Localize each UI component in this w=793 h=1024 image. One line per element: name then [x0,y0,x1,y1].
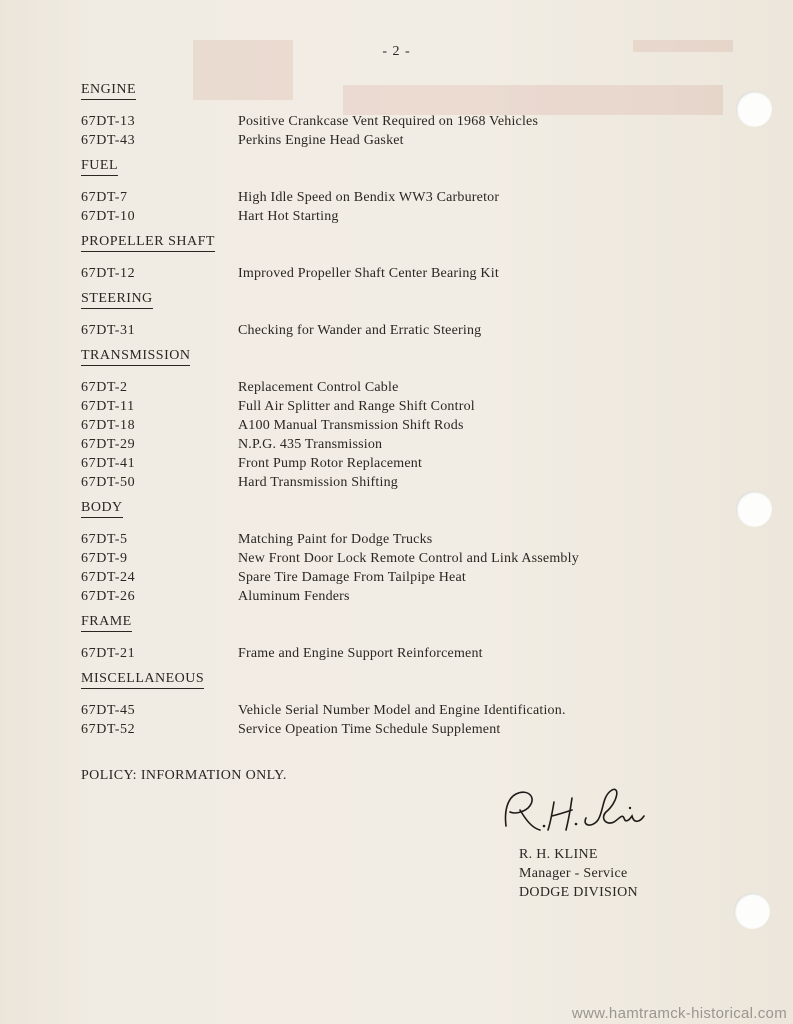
punch-hole-bottom [734,893,770,929]
bulletin-description: Vehicle Serial Number Model and Engine Identification. [238,703,566,718]
bulletin-row [81,131,721,150]
punch-hole-top [736,91,772,127]
punch-hole-middle [736,491,772,527]
section-heading: PROPELLER SHAFT [81,233,215,252]
bulletin-code: 67DT-9 [81,551,128,566]
signer-name: R. H. KLINE [519,847,598,862]
bulletin-code: 67DT-45 [81,703,136,718]
section-heading: FUEL [81,157,118,176]
bulletin-row [81,473,721,492]
section-transmission [81,346,721,492]
bulletin-code: 67DT-2 [81,380,128,395]
bulletin-row [81,587,721,606]
bulletin-row [81,720,721,739]
bulletin-code: 67DT-31 [81,323,136,338]
section-heading: FRAME [81,613,132,632]
section-heading: BODY [81,499,123,518]
signer-division: DODGE DIVISION [519,885,638,900]
bulletin-code: 67DT-10 [81,209,136,224]
section-engine [81,80,721,150]
bulletin-description: Spare Tire Damage From Tailpipe Heat [238,570,466,585]
bulletin-code: 67DT-29 [81,437,136,452]
bulletin-row [81,112,721,131]
section-propeller-shaft [81,232,721,283]
bulletin-row [81,644,721,663]
bulletin-description: Checking for Wander and Erratic Steering [238,323,482,338]
signer-title: Manager - Service [519,866,628,881]
bulletin-code: 67DT-18 [81,418,136,433]
signer-block [519,845,638,902]
policy-statement: POLICY: INFORMATION ONLY. [81,768,287,783]
site-watermark: www.hamtramck-historical.com [571,1005,787,1022]
bulletin-row [81,378,721,397]
bulletin-code: 67DT-24 [81,570,136,585]
section-miscellaneous [81,669,721,739]
section-heading: TRANSMISSION [81,347,190,366]
bulletin-description: Perkins Engine Head Gasket [238,133,404,148]
bulletin-code: 67DT-7 [81,190,128,205]
section-frame [81,612,721,663]
bulletin-index [81,80,721,745]
bulletin-description: Service Opeation Time Schedule Supplement [238,722,501,737]
bulletin-code: 67DT-26 [81,589,136,604]
bulletin-description: A100 Manual Transmission Shift Rods [238,418,464,433]
bulletin-code: 67DT-12 [81,266,136,281]
section-heading: ENGINE [81,81,136,100]
section-fuel [81,156,721,226]
section-body [81,498,721,606]
bulletin-description: Hart Hot Starting [238,209,339,224]
bulletin-code: 67DT-50 [81,475,136,490]
bulletin-description: Frame and Engine Support Reinforcement [238,646,483,661]
bulletin-description: Replacement Control Cable [238,380,399,395]
bulletin-code: 67DT-11 [81,399,135,414]
bulletin-code: 67DT-41 [81,456,136,471]
bulletin-code: 67DT-21 [81,646,136,661]
bulletin-row [81,416,721,435]
handwritten-signature [494,780,654,840]
bulletin-row [81,568,721,587]
bulletin-description: New Front Door Lock Remote Control and Link Assembly [238,551,579,566]
bulletin-code: 67DT-13 [81,114,136,129]
bulletin-row [81,549,721,568]
bulletin-row [81,207,721,226]
bulletin-code: 67DT-52 [81,722,136,737]
section-heading: MISCELLANEOUS [81,670,204,689]
bulletin-row [81,264,721,283]
page-number: - 2 - [382,44,411,59]
bulletin-description: Front Pump Rotor Replacement [238,456,423,471]
bulletin-row [81,530,721,549]
bulletin-description: Positive Crankcase Vent Required on 1968 Vehicles [238,114,539,129]
bulletin-code: 67DT-5 [81,532,128,547]
bulletin-description: N.P.G. 435 Transmission [238,437,383,452]
bulletin-row [81,321,721,340]
bulletin-description: Full Air Splitter and Range Shift Control [238,399,475,414]
bulletin-description: Matching Paint for Dodge Trucks [238,532,433,547]
bulletin-row [81,701,721,720]
bulletin-row [81,397,721,416]
bulletin-code: 67DT-43 [81,133,136,148]
bulletin-row [81,435,721,454]
bulletin-description: Hard Transmission Shifting [238,475,398,490]
bulletin-row [81,454,721,473]
section-heading: STEERING [81,290,153,309]
bulletin-row [81,188,721,207]
bulletin-description: Improved Propeller Shaft Center Bearing Kit [238,266,499,281]
section-steering [81,289,721,340]
bulletin-description: High Idle Speed on Bendix WW3 Carburetor [238,190,500,205]
bulletin-description: Aluminum Fenders [238,589,350,604]
